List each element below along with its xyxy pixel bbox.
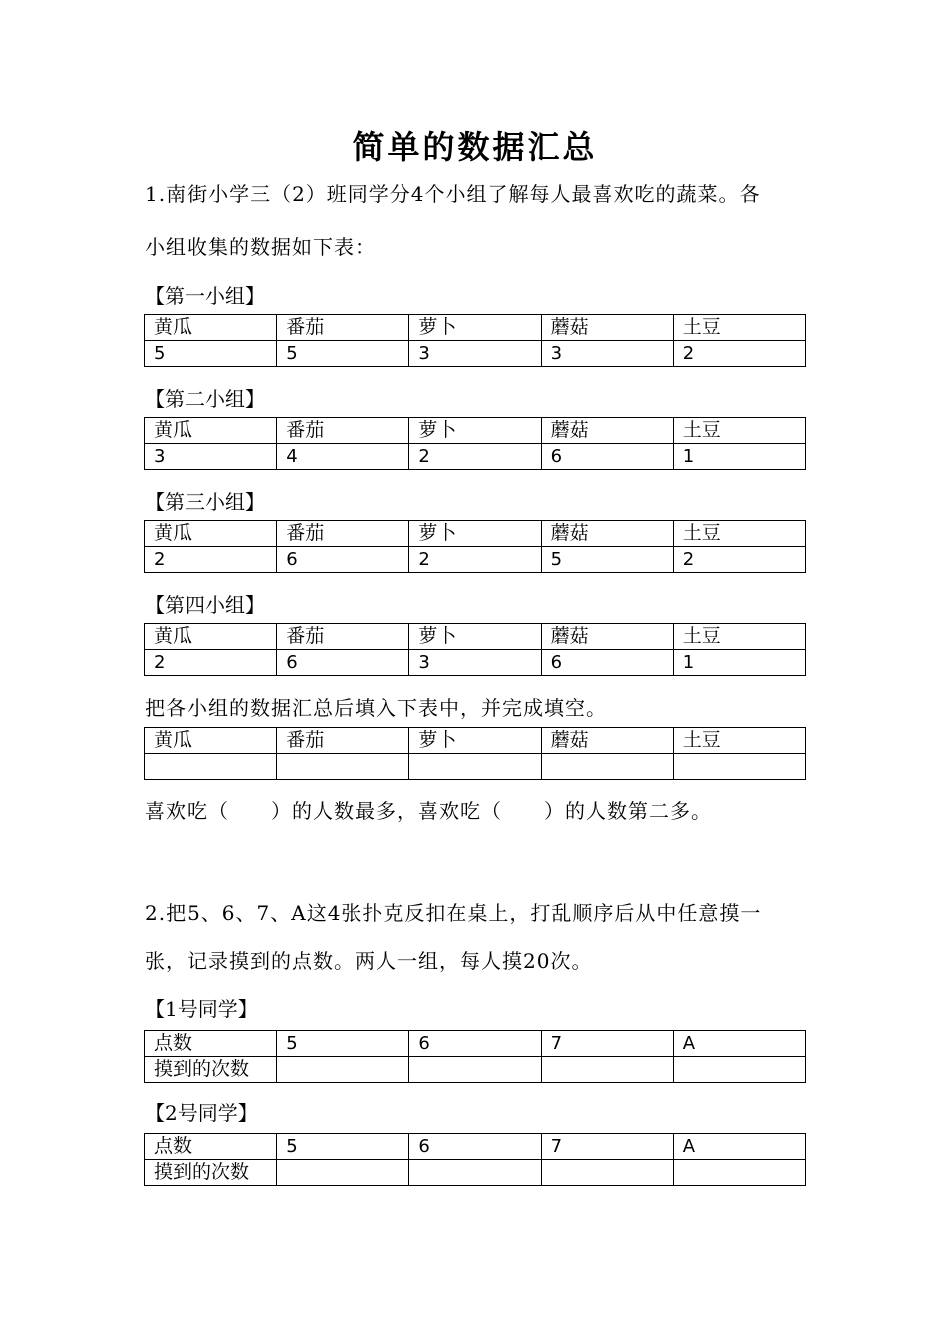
count-cell[interactable] (409, 1160, 541, 1186)
answer-cell[interactable] (145, 754, 277, 780)
value-cell: 3 (409, 341, 541, 367)
header-cell: 萝卜 (409, 624, 541, 650)
value-cell: 2 (145, 650, 277, 676)
student-1-table (144, 1030, 806, 1083)
answer-cell[interactable] (277, 754, 409, 780)
q2-prompt-line1: 2.把5、6、7、A这4张扑克反扣在桌上，打乱顺序后从中任意摸一 (145, 901, 762, 925)
row-label-cell: 摸到的次数 (145, 1160, 277, 1186)
header-cell: 土豆 (673, 728, 805, 754)
header-cell: 萝卜 (409, 728, 541, 754)
value-cell: 4 (277, 444, 409, 470)
table-row (145, 1057, 806, 1083)
header-cell: 黄瓜 (145, 315, 277, 341)
table-row (145, 444, 806, 470)
page-title: 简单的数据汇总 (352, 128, 598, 166)
header-cell: 土豆 (673, 315, 805, 341)
count-cell[interactable] (541, 1160, 673, 1186)
count-cell[interactable] (673, 1057, 805, 1083)
value-cell: 3 (145, 444, 277, 470)
table-header-row (145, 728, 806, 754)
point-cell: 5 (277, 1031, 409, 1057)
table-row (145, 1160, 806, 1186)
fill-in-sentence: 喜欢吃（ ）的人数最多，喜欢吃（ ）的人数第二多。 (145, 799, 712, 823)
q1-prompt-line2: 小组收集的数据如下表： (145, 235, 376, 259)
answer-cell[interactable] (541, 754, 673, 780)
group-2-label: 【第二小组】 (145, 387, 265, 411)
header-cell: 番茄 (277, 728, 409, 754)
value-cell: 2 (673, 341, 805, 367)
header-cell: 黄瓜 (145, 728, 277, 754)
group-3-table (144, 520, 806, 573)
value-cell: 6 (541, 444, 673, 470)
row-label-cell: 摸到的次数 (145, 1057, 277, 1083)
value-cell: 3 (409, 650, 541, 676)
table-row (145, 547, 806, 573)
header-cell: 黄瓜 (145, 624, 277, 650)
table-row (145, 341, 806, 367)
group-1-table (144, 314, 806, 367)
header-cell: 蘑菇 (541, 728, 673, 754)
row-header-cell: 点数 (145, 1031, 277, 1057)
header-cell: 黄瓜 (145, 521, 277, 547)
value-cell: 2 (409, 444, 541, 470)
group-3-label: 【第三小组】 (145, 490, 265, 514)
header-cell: 土豆 (673, 624, 805, 650)
count-cell[interactable] (409, 1057, 541, 1083)
value-cell: 5 (277, 341, 409, 367)
header-cell: 番茄 (277, 624, 409, 650)
header-cell: 蘑菇 (541, 315, 673, 341)
summary-instruction: 把各小组的数据汇总后填入下表中，并完成填空。 (145, 696, 607, 720)
table-header-row (145, 315, 806, 341)
summary-table (144, 727, 806, 780)
point-cell: 6 (409, 1031, 541, 1057)
value-cell: 5 (145, 341, 277, 367)
header-cell: 黄瓜 (145, 418, 277, 444)
count-cell[interactable] (541, 1057, 673, 1083)
q2-prompt-line2: 张，记录摸到的点数。两人一组，每人摸20次。 (145, 949, 593, 973)
point-cell: 7 (541, 1134, 673, 1160)
header-cell: 萝卜 (409, 418, 541, 444)
value-cell: 1 (673, 650, 805, 676)
count-cell[interactable] (277, 1160, 409, 1186)
answer-cell[interactable] (409, 754, 541, 780)
q1-prompt-line1: 1.南街小学三（2）班同学分4个小组了解每人最喜欢吃的蔬菜。各 (145, 182, 761, 206)
header-cell: 蘑菇 (541, 418, 673, 444)
table-row (145, 650, 806, 676)
value-cell: 2 (145, 547, 277, 573)
value-cell: 6 (541, 650, 673, 676)
group-4-label: 【第四小组】 (145, 593, 265, 617)
header-cell: 蘑菇 (541, 521, 673, 547)
student-2-table (144, 1133, 806, 1186)
point-cell: 7 (541, 1031, 673, 1057)
header-cell: 番茄 (277, 521, 409, 547)
count-cell[interactable] (673, 1160, 805, 1186)
group-2-table (144, 417, 806, 470)
header-cell: 土豆 (673, 418, 805, 444)
count-cell[interactable] (277, 1057, 409, 1083)
answer-cell[interactable] (673, 754, 805, 780)
group-4-table (144, 623, 806, 676)
header-cell: 萝卜 (409, 315, 541, 341)
point-cell: A (673, 1134, 805, 1160)
group-1-label: 【第一小组】 (145, 284, 265, 308)
table-header-row (145, 1031, 806, 1057)
point-cell: A (673, 1031, 805, 1057)
point-cell: 5 (277, 1134, 409, 1160)
student-2-label: 【2号同学】 (145, 1101, 258, 1125)
table-header-row (145, 521, 806, 547)
value-cell: 2 (673, 547, 805, 573)
row-header-cell: 点数 (145, 1134, 277, 1160)
value-cell: 3 (541, 341, 673, 367)
point-cell: 6 (409, 1134, 541, 1160)
header-cell: 蘑菇 (541, 624, 673, 650)
header-cell: 土豆 (673, 521, 805, 547)
header-cell: 萝卜 (409, 521, 541, 547)
student-1-label: 【1号同学】 (145, 997, 258, 1021)
value-cell: 5 (541, 547, 673, 573)
value-cell: 6 (277, 547, 409, 573)
table-row (145, 754, 806, 780)
value-cell: 6 (277, 650, 409, 676)
value-cell: 2 (409, 547, 541, 573)
value-cell: 1 (673, 444, 805, 470)
header-cell: 番茄 (277, 315, 409, 341)
table-header-row (145, 624, 806, 650)
header-cell: 番茄 (277, 418, 409, 444)
table-header-row (145, 1134, 806, 1160)
table-header-row (145, 418, 806, 444)
